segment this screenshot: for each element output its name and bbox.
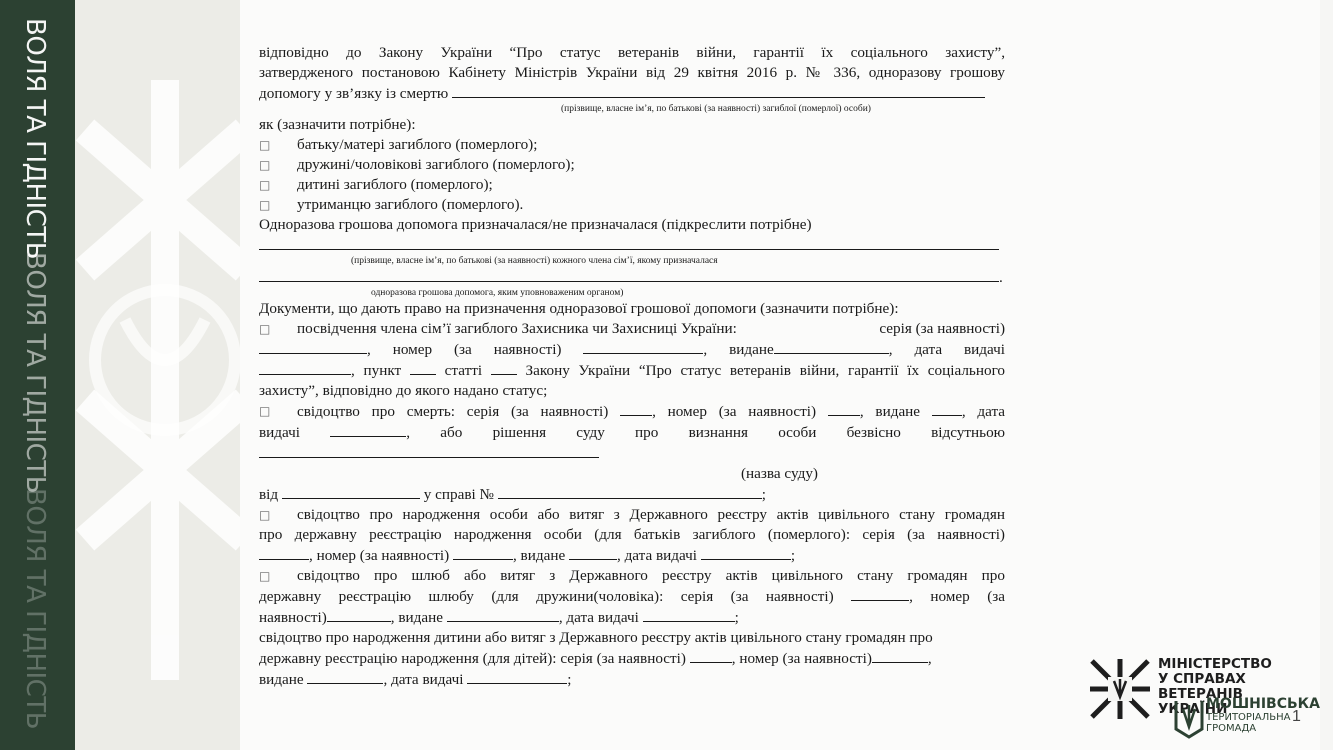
clause-field[interactable] — [410, 360, 436, 375]
as-label: як (зазначити потрібне): — [259, 116, 416, 133]
death-series-field[interactable] — [620, 401, 652, 416]
slogan-text-faded: ВОЛЯ ТА ГІДНІСТЬ — [20, 252, 50, 494]
hromada-sub-2: ГРОМАДА — [1206, 723, 1257, 734]
child-cert-line-3: видане , дата видачі ; — [259, 671, 572, 688]
court-line — [259, 443, 1005, 464]
death-cert-line-2: видачі , або рішення суду про визнання особи безвісно відсутньою — [259, 424, 1006, 441]
option-child[interactable]: □ дитині загиблого (померлого); — [259, 176, 493, 193]
article-field[interactable] — [491, 360, 517, 375]
checkbox-icon[interactable]: □ — [259, 138, 271, 152]
checkbox-icon[interactable]: □ — [259, 569, 271, 583]
option-dependent[interactable]: □ утриманцю загиблого (померлого). — [259, 196, 524, 213]
hromada-logo — [1206, 697, 1320, 734]
child-cert-line-2: державну реєстрацію народження (для дітей): серія (за наявності) , номер (за наявності) , — [259, 650, 932, 667]
checkbox-icon[interactable]: □ — [259, 508, 271, 522]
note-deceased: (прізвище, власне ім’я, по батькові (за наявності) загиблої (померлої) особи) — [561, 104, 871, 114]
doc-death-cert: □ свідоцтво про смерть: серія (за наявності) , номер (за наявності) , видане , дата — [259, 403, 1006, 420]
assigned-line-2: . — [259, 267, 1005, 288]
ministry-logo — [1088, 655, 1328, 750]
checkbox-icon[interactable]: □ — [259, 404, 271, 418]
intro-line-2: затвердженого постановою Кабінету Міністрів України від 29 квітня 2016 р. № 336, одноразову грошову — [259, 64, 1005, 81]
marriage-cert-line-3: наявності) , видане , дата видачі ; — [259, 609, 739, 626]
trident-icon — [1174, 699, 1204, 739]
ministry-cross-icon — [1088, 657, 1152, 721]
birth-issued-field[interactable] — [569, 545, 617, 560]
option-spouse[interactable]: □ дружині/чоловікові загиблого (померлого); — [259, 156, 575, 173]
family-member-field[interactable] — [259, 235, 999, 250]
family-cert-line-3: , пункт статті Закону України “Про статус ветеранів війни, гарантії їх соціального — [259, 360, 1005, 381]
checkbox-icon[interactable]: □ — [259, 178, 271, 192]
number-field[interactable] — [583, 339, 703, 354]
authority-field[interactable] — [259, 267, 999, 282]
case-line: від у справі № ; — [259, 486, 767, 503]
marriage-number-field[interactable] — [327, 607, 391, 622]
child-number-field[interactable] — [872, 648, 928, 663]
slogan-text-faint: ВОЛЯ ТА ГІДНІСТЬ — [20, 488, 50, 730]
court-name-field[interactable] — [259, 443, 599, 458]
series-field[interactable] — [259, 339, 367, 354]
doc-marriage-cert: □ свідоцтво про шлюб або витяг з Державного реєстру актів цивільного стану громадян про — [259, 567, 1005, 584]
child-issued-field[interactable] — [307, 669, 383, 684]
birth-cert-line-3: , номер (за наявності) , видане , дата видачі ; — [259, 545, 1005, 566]
option-parent[interactable]: □ батьку/матері загиблого (померлого); — [259, 136, 538, 153]
checkbox-icon[interactable]: □ — [259, 158, 271, 172]
checkbox-icon[interactable]: □ — [259, 322, 271, 336]
documents-title: Документи, що дають право на призначення одноразової грошової допомоги (зазначити потрібне): — [259, 300, 899, 317]
marriage-series-field[interactable] — [851, 586, 909, 601]
court-note: (назва суду) — [741, 465, 818, 482]
marriage-issued-field[interactable] — [447, 607, 559, 622]
hromada-name: МОШНІВСЬКА — [1206, 696, 1320, 712]
slogan-text: ВОЛЯ ТА ГІДНІСТЬ — [20, 18, 50, 260]
birth-number-field[interactable] — [453, 545, 513, 560]
assigned-statement: Одноразова грошова допомога призначалася/не призначалася (підкреслити потрібне) — [259, 216, 812, 233]
court-date-field[interactable] — [282, 484, 420, 499]
birth-cert-line-2: про державну реєстрацію народження особи (для батьків загиблого (померлого): серія (за наявності) — [259, 526, 1005, 543]
birth-date-field[interactable] — [701, 545, 791, 560]
hromada-sub-1: ТЕРИТОРІАЛЬНА — [1206, 712, 1291, 723]
doc-birth-cert: □ свідоцтво про народження особи або витяг з Державного реєстру актів цивільного стану громадян — [259, 506, 1005, 523]
child-cert-line-1: свідоцтво про народження дитини або витяг з Державного реєстру актів цивільного стану громадян про — [259, 629, 933, 646]
marriage-date-field[interactable] — [643, 607, 735, 622]
sidebar — [0, 0, 75, 750]
checkbox-icon[interactable]: □ — [259, 198, 271, 212]
page-number: 1 — [1292, 708, 1301, 725]
birth-series-field[interactable] — [259, 545, 309, 560]
child-series-field[interactable] — [690, 648, 732, 663]
assigned-line-1 — [259, 235, 1005, 256]
doc-family-cert: □ посвідчення члена сім’ї загиблого Захисника чи Захисниці України: серія (за наявності) — [259, 320, 1005, 337]
death-number-field[interactable] — [828, 401, 860, 416]
issue-date-field[interactable] — [259, 360, 351, 375]
case-number-field[interactable] — [498, 484, 762, 499]
intro-line-1: відповідно до Закону України “Про статус ветеранів війни, гарантії їх соціального захисту”, — [259, 44, 1005, 61]
marriage-cert-line-2: державну реєстрацію шлюбу (для дружини(чоловіка): серія (за наявності) , номер (за — [259, 588, 1005, 605]
note-family: (прізвище, власне ім’я, по батькові (за наявності) кожного члена сім’ї, якому призначалася — [351, 256, 718, 266]
form-content — [259, 43, 1005, 690]
issued-by-field[interactable] — [774, 339, 889, 354]
ministry-name: МІНІСТЕРСТВО У СПРАВАХ ВЕТЕРАНІВ УКРАЇНИ — [1158, 656, 1272, 717]
emblem-watermark-icon — [75, 20, 240, 720]
intro-line-3: допомогу у зв’язку із смертю — [259, 83, 1005, 104]
deceased-name-field[interactable] — [452, 83, 985, 98]
note-authority: одноразова грошова допомога, яким уповноваженим органом) — [371, 288, 624, 298]
death-date-field[interactable] — [330, 422, 406, 437]
death-issued-field[interactable] — [932, 401, 962, 416]
watermark-band — [75, 0, 240, 750]
family-cert-line-4: захисту”, відповідно до якого надано статус; — [259, 382, 548, 399]
child-date-field[interactable] — [467, 669, 567, 684]
family-cert-line-2: , номер (за наявності) , видане , дата видачі — [259, 339, 1005, 360]
